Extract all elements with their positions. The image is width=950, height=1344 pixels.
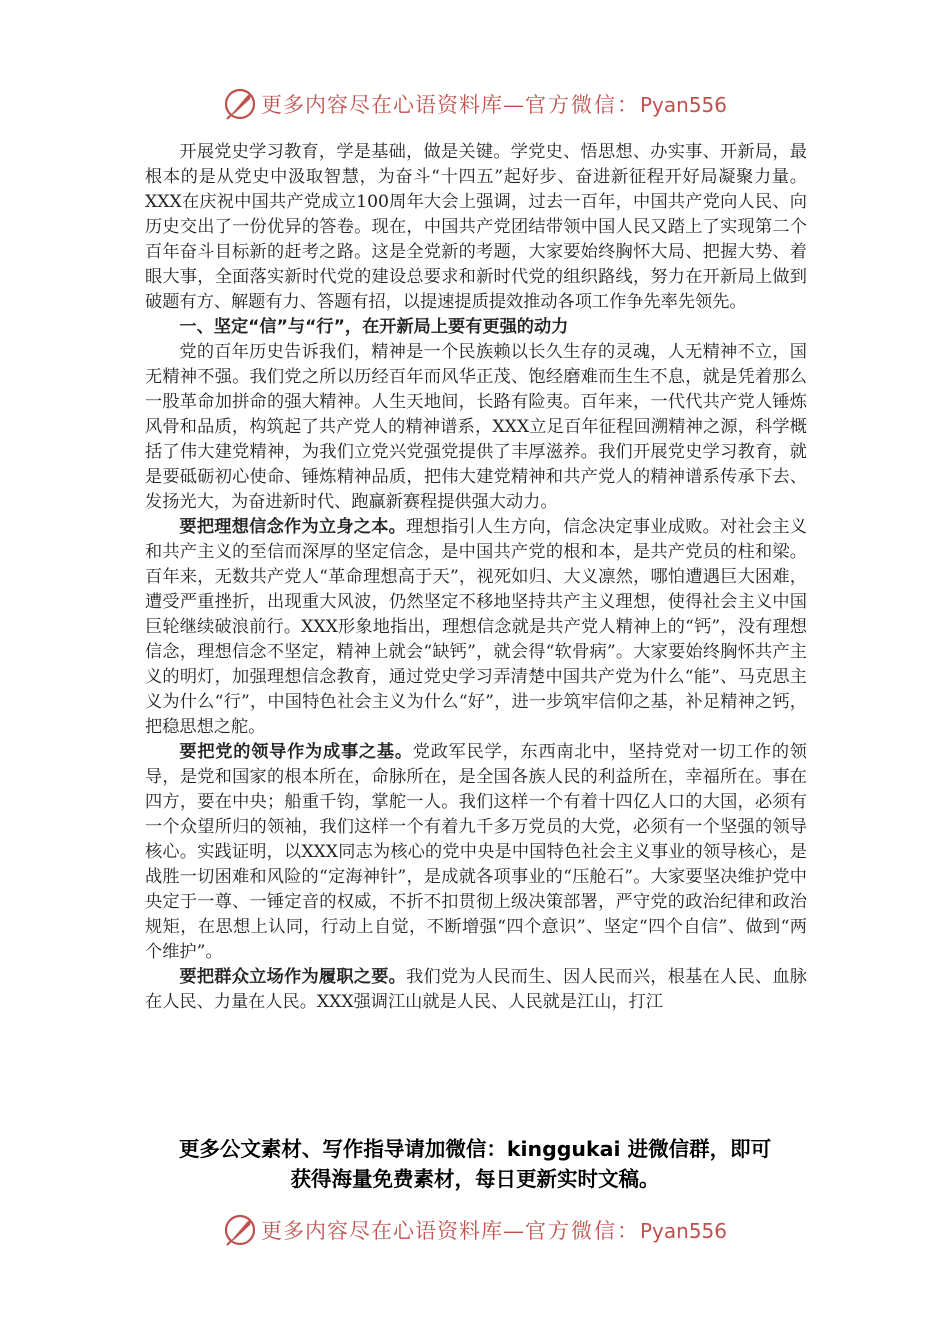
section-heading: 一、坚定“信”与“行”，在开新局上要有更强的动力 [179,317,569,337]
section-paragraph-4 [145,965,807,1015]
paragraph-lead: 要把群众立场作为履职之要。 [179,967,407,987]
promo-notice [120,1134,830,1194]
watermark-handle: Pyan556 [639,1219,727,1243]
watermark-lead: 更多内容尽在心语资料库 [260,1219,503,1243]
promo-line-1: 更多公文素材、写作指导请加微信：kinggukai 进微信群，即可 [178,1137,772,1161]
watermark-text [261,1215,727,1245]
intro-paragraph: 开展党史学习教育，学是基础，做是关键。学党史、悟思想、办实事、开新局，最根本的是从党史中汲取智慧，为奋斗“十四五”起好步、奋进新征程开好局凝聚力量。XXX在庆祝中国共产党成立100周年大会上强调，过去一百年，中国共产党向人民、向历史交出了一份优异的答卷。现在，中国共产党团结带领中国人民又踏上了实现第二个百年奋斗目标新的赶考之路。这是全党新的考题，大家要始终胸怀大局、把握大势、着眼大事，全面落实新时代党的建设总要求和新时代党的组织路线，努力在开新局上做到破题有方、解题有力、答题有招，以提速提质提效推动各项工作争先率先领先。 [145,142,807,312]
quill-logo-icon [223,87,257,121]
quill-logo-icon [223,1213,257,1247]
paragraph-lead: 要把党的领导作为成事之基。 [179,742,413,762]
watermark-tail: 官方微信： [524,1219,640,1243]
watermark-separator: — [502,93,525,117]
section-paragraph-2 [145,515,807,740]
paragraph-body: 理想指引人生方向，信念决定事业成败。对社会主义和共产主义的至信而深厚的坚定信念，是中国共产党的根和本，是共产党员的柱和梁。百年来，无数共产党人“革命理想高于天”，视死如归、大义凛然，哪怕遭遇巨大困难，遭受严重挫折，出现重大风波，仍然坚定不移地坚持共产主义理想，使得社会主义中国巨轮继续破浪前行。XXX形象地指出，理想信念就是共产党人精神上的“钙”，没有理想信念，理想信念不坚定，精神上就会“缺钙”，就会得“软骨病”。大家要始终胸怀共产主义的明灯，加强理想信念教育，通过党史学习弄清楚中国共产党为什么“能”、马克思主义为什么“行”，中国特色社会主义为什么“好”，进一步筑牢信仰之基，补足精神之钙，把稳思想之舵。 [145,517,807,737]
watermark-separator: — [502,1219,525,1243]
paragraph-lead: 要把理想信念作为立身之本。 [179,517,407,537]
header-watermark [0,84,950,124]
watermark-handle: Pyan556 [639,93,727,117]
paragraph-body: 我们党为人民而生、因人民而兴，根基在人民、血脉在人民、力量在人民。XXX强调江山就是人民、人民就是江山，打江 [145,967,807,1012]
watermark-lead: 更多内容尽在心语资料库 [260,93,503,117]
footer-watermark [0,1210,950,1250]
paragraph-body: 党政军民学，东西南北中，坚持党对一切工作的领导，是党和国家的根本所在，命脉所在，是全国各族人民的利益所在，幸福所在。事在四方，要在中央；船重千钧，掌舵一人。我们这样一个有着十四亿人口的大国，必须有一个众望所归的领袖，我们这样一个有着九千多万党员的大党，必须有一个坚强的领导核心。实践证明，以XXX同志为核心的党中央是中国特色社会主义事业的领导核心，是战胜一切困难和风险的“定海神针”，是成就各项事业的“压舱石”。大家要坚决维护党中央定于一尊、一锤定音的权威，不折不扣贯彻上级决策部署，严守党的政治纪律和政治规矩，在思想上认同，行动上自觉，不断增强“四个意识”、坚定“四个自信”、做到“两个维护”。 [145,742,807,962]
watermark-tail: 官方微信： [524,93,640,117]
document-body [145,140,807,1015]
promo-line-2: 获得海量免费素材，每日更新实时文稿。 [290,1167,660,1191]
section-paragraph-3 [145,740,807,965]
section-paragraph-1: 党的百年历史告诉我们，精神是一个民族赖以长久生存的灵魂，人无精神不立，国无精神不强。我们党之所以历经百年而风华正茂、饱经磨难而生生不息，就是凭着那么一股革命加拼命的强大精神。人生天地间，长路有险夷。百年来，一代代共产党人锤炼风骨和品质，构筑起了共产党人的精神谱系，XXX立足百年征程回溯精神之源，科学概括了伟大建党精神，为我们立党兴党强党提供了丰厚滋养。我们开展党史学习教育，就是要砥砺初心使命、锤炼精神品质，把伟大建党精神和共产党人的精神谱系传承下去、发扬光大，为奋进新时代、跑赢新赛程提供强大动力。 [145,342,807,512]
watermark-text [261,89,727,119]
